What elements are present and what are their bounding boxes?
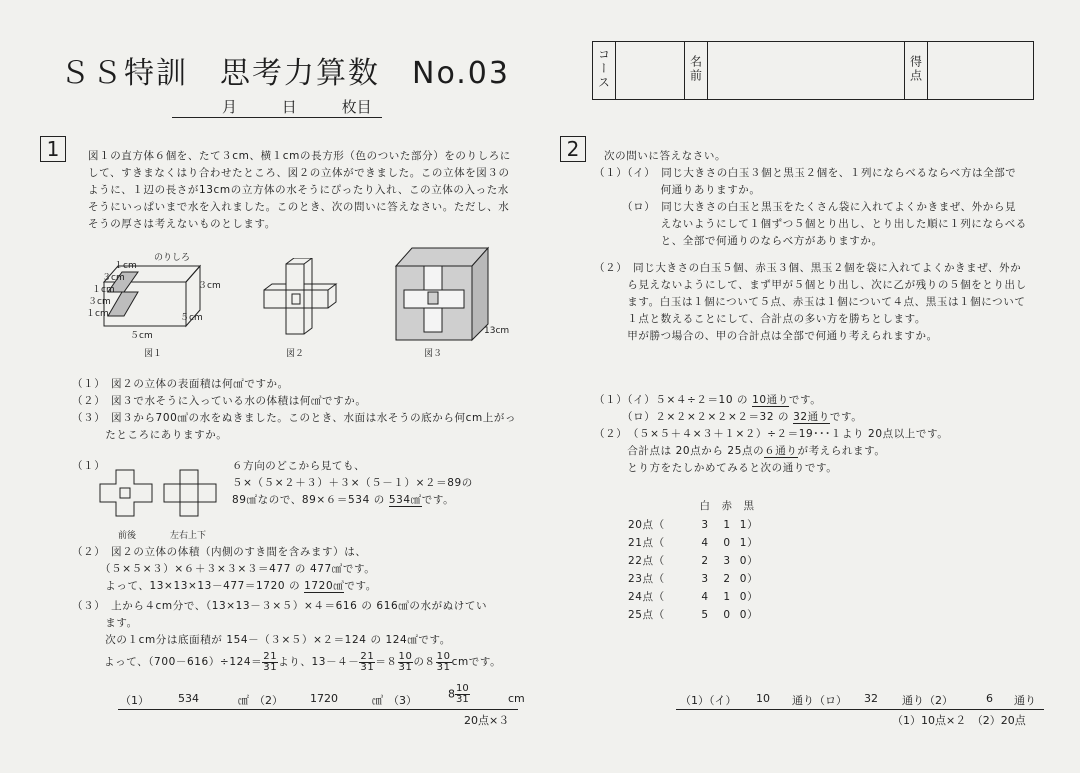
table-row: 20点（ 3 1 1） [628, 519, 759, 531]
q2-part2-line: ます。白玉は１個について５点、赤玉は１個について４点、黒玉は１個について [594, 296, 1026, 308]
q1-sol2 [72, 544, 377, 595]
course-label: コース [596, 48, 611, 90]
views-diagram [98, 466, 220, 522]
answer-value: 6 [986, 692, 993, 705]
col-black: 黒 [743, 500, 755, 512]
date-month-label: 月 [222, 98, 238, 116]
q1-points: 20点×３ [464, 714, 510, 727]
q2-part2-line: ら見えないようにして、まず甲が５個とり出し、次に乙が残りの５個をとり出し [594, 279, 1027, 291]
fig1-dim-label: ５cm [180, 313, 203, 323]
q2-part1 [594, 165, 1027, 250]
q1-sol1-line [232, 492, 473, 509]
q1-question-line: （３） 図３から700㎤の水をぬきました。このとき、水面は水そうの底から何cm上がっ [72, 412, 517, 424]
answer-underline [118, 709, 518, 710]
q2-sol-line: （ロ）２×２×２×２×２＝32 の 32通りです。 [594, 411, 863, 423]
fraction: $\frac{21}{31}$ [263, 650, 278, 673]
q1-sol1-label: （１） [72, 460, 106, 472]
answer-unit: ㎤ [372, 694, 383, 707]
answer-value: 1720 [310, 692, 338, 705]
q2-part1-line: 何通りありますか。 [594, 184, 761, 196]
q1-sol3-line: ます。 [72, 617, 138, 629]
q2-answer-row [680, 692, 1042, 710]
course-field[interactable] [616, 42, 685, 100]
q2-sol2-answer: ６通り [764, 445, 798, 457]
date-day-label: 日 [281, 98, 297, 116]
answer-value: 32 [864, 692, 878, 705]
fig1-dim-label: １cm [92, 285, 115, 295]
q2-part2-line: （２） 同じ大きさの白玉５個、赤玉３個、黒玉２個を袋に入れてよくかきまぜ、外か [594, 262, 1022, 274]
name-field[interactable] [708, 42, 905, 100]
figure-3-tank [392, 244, 492, 344]
answer-value: 10 [756, 692, 770, 705]
q1-sol3 [72, 598, 487, 649]
q2-part1-line: （１）（イ） 同じ大きさの白玉３個と黒玉２個を、１列にならべるならべ方は全部で [594, 167, 1017, 179]
figure-2-solid [258, 258, 338, 342]
q1-question-line: （２） 図３で水そうに入っている水の体積は何㎤ですか。 [72, 395, 367, 407]
q1-intro-line: そうにいっぱいまで水を入れました。このとき、次の問いに答えなさい。ただし、水 [88, 201, 510, 213]
score-label-cell [905, 42, 928, 100]
q2-part2-line: １点と数えることにして、合計点の多い方を勝ちとします。 [594, 313, 926, 325]
fraction: $\frac{10}{31}$ [398, 650, 413, 673]
q2-sol-line: （１）（イ）５×４÷２＝10 の 10通りです。 [594, 394, 822, 406]
q1-questions [72, 376, 516, 444]
q2-sol-line: とり方をたしかめてみると次の通りです。 [594, 462, 838, 474]
q2-solution [594, 392, 948, 477]
date-sheet-label: 枚目 [341, 98, 372, 116]
answer-value: 534 [178, 692, 199, 705]
fig1-dim-label: ３cm [102, 273, 125, 283]
q1-sol3-text: ＝８ [375, 656, 398, 668]
name-label-cell [685, 42, 708, 100]
fig1-dim-label: ３cm [88, 297, 111, 307]
q1-intro-line: 図１の直方体６個を、たて３cm、横１cmの長方形（色のついた部分）をのりしろに [88, 150, 511, 162]
answer-label: （1） [120, 694, 149, 707]
answer-label: （2） [254, 694, 283, 707]
fig3-dim-label: 13cm [484, 326, 510, 336]
name-label: 名前 [688, 55, 703, 83]
q1-sol3-text: cmです。 [451, 656, 502, 668]
answer-underline [676, 709, 1044, 710]
table-row: 22点（ 2 3 0） [628, 555, 759, 567]
q1-intro-line: ように、１辺の長さが13cmの立方体の水そうにぴったり入れ、この立体の入った水 [88, 184, 509, 196]
q1-sol2-answer: 1720㎤ [304, 580, 345, 592]
q2-part2-line: 甲が勝つ場合の、甲の合計点は全部で何通り考えられますか。 [594, 330, 938, 342]
q2-part2 [594, 260, 1027, 345]
table-row: 24点（ 4 1 0） [628, 591, 759, 603]
q2-part1-line: えないようにして１個ずつ５個とり出し、とり出した順に１列にならべる [594, 218, 1027, 230]
view-side-label: 左右上下 [170, 531, 207, 541]
course-label-cell [593, 42, 616, 100]
view-front-label: 前後 [118, 531, 137, 541]
answer-label: （3） [388, 694, 417, 707]
q1-answer-row [120, 683, 525, 710]
q2-points: （1）10点×２ （2）20点 [892, 714, 1026, 727]
answer-unit: cm [508, 692, 525, 705]
q1-sol1-tail: です。 [421, 494, 455, 506]
q1-intro [88, 148, 511, 233]
q1-question-line: たところにありますか。 [72, 429, 228, 441]
table-row: 23点（ 3 2 0） [628, 573, 759, 585]
q1-sol3-text: より、13－４－ [278, 656, 360, 668]
q1-question-line: （１） 図２の立体の表面積は何㎠ですか。 [72, 378, 289, 390]
q1-sol2-line: （５×５×３）×６＋３×３×３＝477 の 477㎤です。 [72, 563, 376, 575]
fig1-dim-label: １cm [86, 309, 109, 319]
answer-unit: 通り [1014, 694, 1036, 707]
q1-sol3-final [104, 650, 501, 674]
q1-sol2-line [72, 578, 377, 595]
figure-2-caption: 図２ [286, 349, 305, 359]
student-info-table [592, 41, 1034, 100]
q1-sol1-line: ５×（５×２＋３）＋３×（５－１）×２＝89の [232, 477, 473, 489]
col-white: 白 [699, 500, 711, 512]
table-row: 25点（ 5 0 0） [628, 609, 759, 621]
fraction: $\frac{21}{31}$ [360, 650, 375, 673]
q2-sol-line: （２） （５×５＋４×３＋１×２）÷２＝19･･･１より 20点以上です。 [594, 428, 949, 440]
figure-1-caption: 図１ [144, 349, 163, 359]
q2-table-header [628, 498, 760, 515]
fig1-dim-label: ３cm [198, 281, 221, 291]
q2-sol1ro-answer: 32通り [793, 411, 830, 423]
q1-intro-line: して、すきまなくはり合わせたところ、図２の立体ができました。この立体を図３の [88, 167, 510, 179]
fig1-norishiro-label: のりしろ [154, 253, 191, 263]
q1-sol1-text: 89㎠なので、89×６＝534 の [232, 494, 389, 506]
figure-3-caption: 図３ [424, 349, 443, 359]
q1-intro-line: そうの厚さは考えないものとします。 [88, 218, 276, 230]
col-red: 赤 [721, 500, 733, 512]
answer-mixed-number: 8 $\frac{10}{31}$ [448, 683, 469, 705]
q1-sol3-text: よって、（700－616）÷124＝ [104, 656, 263, 668]
answer-unit: 通り（2） [902, 694, 953, 707]
page-title: ＳＳ特訓 思考力算数 No.03 [60, 56, 510, 91]
q2-part1-line: と、全部で何通りのならべ方がありますか。 [594, 235, 883, 247]
q1-sol2-text: よって、13×13×13－477＝1720 の [72, 580, 305, 592]
fig1-dim-label: １cm [114, 261, 137, 271]
answer-unit: 通り（ロ） [792, 694, 847, 707]
fig1-dim-label: ５cm [130, 331, 153, 341]
score-label: 得点 [908, 55, 923, 83]
question-2-number: 2 [560, 136, 586, 162]
date-line [172, 96, 382, 118]
q1-sol2-line: （２） 図２の立体の体積（内側のすき間を含みます）は、 [72, 546, 367, 558]
answer-label: （1）（イ） [680, 694, 737, 707]
question-1-number: 1 [40, 136, 66, 162]
table-row: 21点（ 4 0 1） [628, 537, 759, 549]
q1-sol2-tail: です。 [344, 580, 377, 592]
q2-table [628, 516, 760, 624]
q2-sol1i-answer: 10通り [752, 394, 789, 406]
q1-sol1 [232, 458, 473, 509]
q1-sol1-line: ６方向のどこから見ても、 [232, 460, 366, 472]
q1-sol3-line: 次の１cm分は底面積が 154－（３×５）×２＝124 の 124㎠です。 [72, 634, 451, 646]
q2-intro: 次の問いに答えなさい。 [604, 150, 727, 162]
q1-sol3-line: （３） 上から４cm分で、（13×13－３×５）×４＝616 の 616㎤の水がぬけてい [72, 600, 488, 612]
q1-sol3-text: の８ [413, 656, 436, 668]
q2-part1-line: （ロ） 同じ大きさの白玉と黒玉をたくさん袋に入れてよくかきまぜ、外から見 [594, 201, 1017, 213]
answer-unit: ㎠ [238, 694, 249, 707]
score-field[interactable] [928, 42, 1034, 100]
fraction: $\frac{10}{31}$ [436, 650, 451, 673]
q1-sol1-answer: 534㎠ [388, 494, 422, 506]
q2-sol-line: 合計点は 20点から 25点の６通りが考えられます。 [594, 445, 886, 457]
